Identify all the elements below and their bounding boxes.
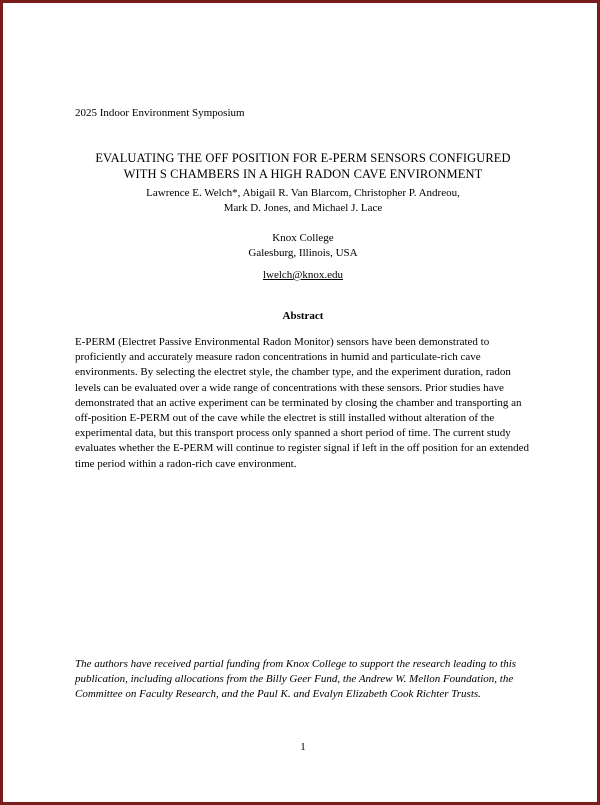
title-line-2: WITH S CHAMBERS IN A HIGH RADON CAVE ENVIRONMENT: [123, 167, 483, 181]
affiliation: [43, 231, 563, 261]
page-number: 1: [300, 741, 306, 753]
contact-email-row: [43, 269, 563, 281]
title-line-1: EVALUATING THE OFF POSITION FOR E-PERM SENSORS CONFIGURED: [95, 151, 511, 165]
abstract-body: E-PERM (Electret Passive Environmental Radon Monitor) sensors have been demonstrated to proficiently and accurately measure radon concentrations in humid and particulate-rich cave environments. By selecting the electret style, the chamber type, and the experiment duration, radon levels can be evaluated over a wide range of concentrations with these sensors. Prior studies have demonstrated that an active experiment can be terminated by closing the chamber and transporting an off-position E-PERM out of the cave while the electret is still installed without alteration of the experimental data, but this transport process only spanned a short period of time. The current study evaluates whether the E-PERM will continue to register signal if left in the off position for an extended time period within a radon-rich cave environment.: [75, 336, 530, 470]
contact-email-link[interactable]: lwelch@knox.edu: [262, 269, 344, 281]
authors-line-2: Mark D. Jones, and Michael J. Lace: [223, 202, 383, 214]
institution-location: Galesburg, Illinois, USA: [248, 247, 358, 259]
conference-header: 2025 Indoor Environment Symposium: [75, 107, 245, 119]
paper-title: [43, 150, 563, 182]
author-list: [43, 186, 563, 216]
institution: Knox College: [272, 232, 334, 244]
funding-note: The authors have received partial funding from Knox College to support the research leading to this publication, including allocations from the Billy Geer Fund, the Andrew W. Mellon Foundation, the Committee on Faculty Research, and the Paul K. and Evalyn Elizabeth Cook Richter Trusts.: [75, 658, 517, 701]
abstract-heading: Abstract: [282, 310, 324, 322]
authors-line-1: Lawrence E. Welch*, Abigail R. Van Blarcom, Christopher P. Andreou,: [146, 187, 460, 199]
